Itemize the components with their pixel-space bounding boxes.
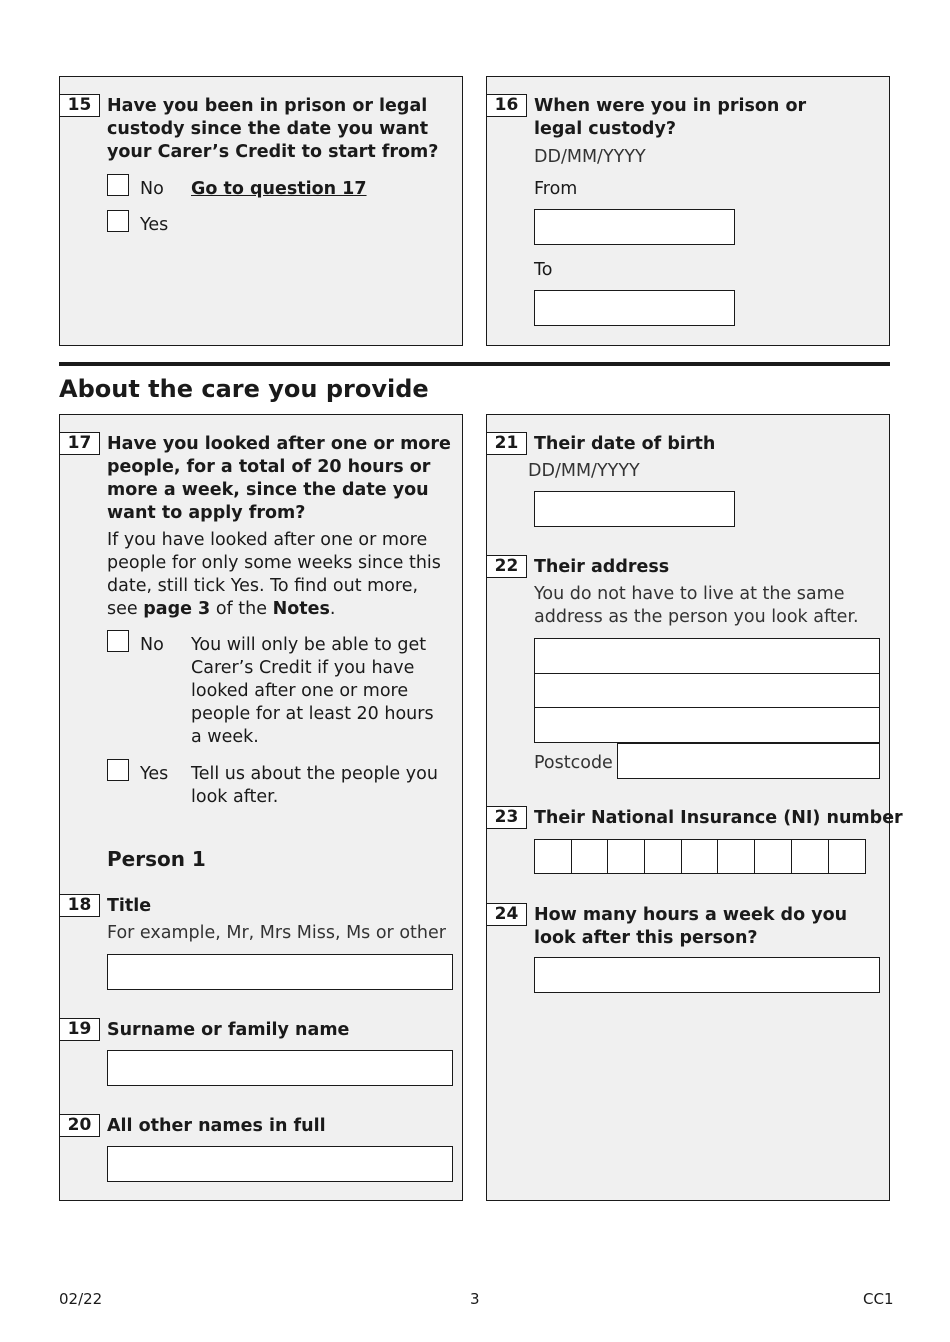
person-heading: Person 1 [107, 847, 206, 871]
question-22-title: Their address [534, 557, 670, 577]
question-22-number: 22 [486, 555, 527, 578]
question-21-date-format: DD/MM/YYYY [528, 461, 640, 481]
question-16-number: 16 [486, 94, 527, 117]
question-18-hint: For example, Mr, Mrs Miss, Ms or other [107, 923, 446, 943]
question-15-go-to-17-text: Go to question 17 [191, 179, 367, 199]
question-22-address-line-2[interactable] [534, 673, 880, 709]
question-17-no-note: You will only be able to get Carer’s Credit if you have looked after one or more people for at least 20 hours a week. [191, 635, 434, 747]
question-22-postcode-input[interactable] [617, 743, 880, 779]
question-15-yes-checkbox[interactable] [107, 210, 129, 232]
question-15-no-label: No [140, 179, 164, 199]
question-17-yes-note: Tell us about the people you look after. [191, 764, 438, 807]
question-17-no-label: No [140, 635, 164, 655]
question-19-surname-input[interactable] [107, 1050, 453, 1086]
question-20-other-names-input[interactable] [107, 1146, 453, 1182]
ni-number-cell[interactable] [828, 839, 866, 874]
question-19-title: Surname or family name [107, 1020, 350, 1040]
question-16-from-label: From [534, 179, 578, 199]
question-16-to-input[interactable] [534, 290, 735, 326]
question-16-to-label: To [534, 260, 553, 280]
ni-number-cell[interactable] [717, 839, 755, 874]
question-17-no-checkbox[interactable] [107, 630, 129, 652]
question-17-help-page: page 3 [143, 599, 211, 619]
question-19-number: 19 [59, 1018, 100, 1041]
question-24-number: 24 [486, 903, 527, 926]
question-17-title: Have you looked after one or more people, for a total of 20 hours or more a week, since the date you want to apply from? [107, 434, 451, 523]
question-15-number: 15 [59, 94, 100, 117]
question-17-help [107, 529, 452, 621]
question-15-yes-label: Yes [140, 215, 169, 235]
question-23-number: 23 [486, 806, 527, 829]
question-20-number: 20 [59, 1114, 100, 1137]
question-15-no-checkbox[interactable] [107, 174, 129, 196]
section-heading: About the care you provide [59, 375, 429, 403]
ni-number-cell[interactable] [571, 839, 609, 874]
question-15-go-to-17 [191, 178, 367, 201]
question-21-dob-input[interactable] [534, 491, 735, 527]
question-24-title: How many hours a week do you look after this person? [534, 905, 848, 948]
question-18-title: Title [107, 896, 152, 916]
footer-date-code: 02/22 [59, 1290, 103, 1308]
question-24-hours-input[interactable] [534, 957, 880, 993]
question-17-help-text: If you have looked after one or more people for only some weeks since this date, still tick Yes. To find out more, see [107, 530, 441, 619]
question-21-title: Their date of birth [534, 434, 716, 454]
question-17-yes-label: Yes [140, 764, 169, 784]
question-22-address-line-3[interactable] [534, 707, 880, 743]
question-18-title-input[interactable] [107, 954, 453, 990]
question-17-help-end: . [329, 599, 336, 619]
question-17-number: 17 [59, 432, 100, 455]
question-21-number: 21 [486, 432, 527, 455]
question-16-date-format: DD/MM/YYYY [534, 147, 646, 167]
question-22-hint: You do not have to live at the same address as the person you look after. [534, 584, 859, 627]
question-17-help-of: of the [215, 599, 267, 619]
question-22-postcode-label: Postcode [534, 753, 613, 773]
question-15-title: Have you been in prison or legal custody since the date you want your Carer’s Credit to start from? [107, 96, 439, 162]
ni-number-cell[interactable] [754, 839, 792, 874]
ni-number-cell[interactable] [534, 839, 572, 874]
question-17-help-notes: Notes [272, 599, 330, 619]
ni-number-cell[interactable] [791, 839, 829, 874]
section-divider [59, 362, 890, 366]
footer-page-number: 3 [470, 1290, 480, 1308]
question-16-title: When were you in prison or legal custody? [534, 96, 807, 139]
ni-number-cell[interactable] [644, 839, 682, 874]
question-23-title: Their National Insurance (NI) number [534, 808, 903, 828]
ni-number-cell[interactable] [681, 839, 719, 874]
question-22-address-line-1[interactable] [534, 638, 880, 674]
footer-form-code: CC1 [863, 1290, 894, 1308]
question-17-yes-checkbox[interactable] [107, 759, 129, 781]
ni-number-cell[interactable] [607, 839, 645, 874]
question-18-number: 18 [59, 894, 100, 917]
question-23-ni-number-boxes [534, 839, 866, 874]
question-20-title: All other names in full [107, 1116, 326, 1136]
question-16-from-input[interactable] [534, 209, 735, 245]
